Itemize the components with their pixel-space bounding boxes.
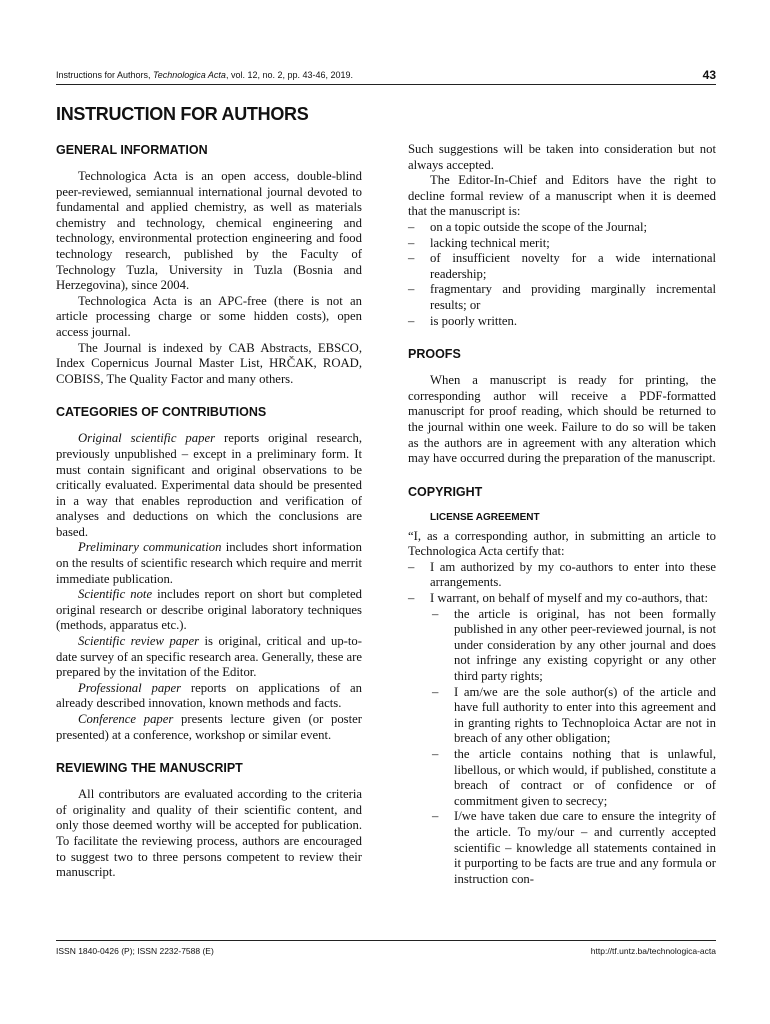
reviewing-continued: Such suggestions will be taken into consideration but not always accepted. [408,142,716,172]
footer-url[interactable]: http://tf.untz.ba/technologica-acta [590,946,716,956]
proofs-p1: When a manuscript is ready for printing, the corresponding author will receive a PDF-formatted manuscript for proof reading, which should be returned to the journal within one week. Failure to do so will be taken as the authors are in agreement with any alteration which may have occurred during the preparation of the manuscript. [408,373,716,466]
page-number: 43 [702,68,716,82]
reviewing-p1: All contributors are evaluated according to the criteria of originality and quality of their scientific content, and only those deemed worthy will be accepted for publication. To facilitate the reviewing process, authors are encouraged to suggest two to three persons competent to review their manuscript. [56,787,362,880]
general-p3: The Journal is indexed by CAB Abstracts, EBSCO, Index Copernicus Journal Master List, HRČAK, ROAD, COBISS, The Quality Factor and many others. [56,340,362,386]
general-p1: Technologica Acta is an open access, double-blind peer-reviewed, semiannual international journal devoted to fundamental and applied chemistry, as well as materials chemistry and technology, chemical engineering and technology, environmental protection engineering and food technology research, published by the Faculty of Technology Tuzla, University in Tuzla (Bosnia and Herzegovina), since 2004. [56,169,362,293]
header-journal: Technologica Acta [153,70,226,80]
copyright-list [408,560,716,607]
list-item: – I warrant, on behalf of myself and my co-authors, that: [408,591,716,607]
page-title: INSTRUCTION FOR AUTHORS [56,104,309,124]
header-prefix: Instructions for Authors, [56,70,154,80]
category-item: Preliminary communication includes short information on the results of scientific research which require and merrit immediate publication. [56,540,362,586]
proofs-heading: PROOFS [408,347,461,362]
footer-issn: ISSN 1840-0426 (P); ISSN 2232-7588 (E) [56,946,214,956]
copyright-intro: “I, as a corresponding author, in submitting an article to Technologica Acta certify that: [408,528,716,559]
list-item: – of insufficient novelty for a wide international readership; [408,251,716,282]
list-item: – I am authorized by my co-authors to enter into these arrangements. [408,560,716,591]
list-item: – I/we have taken due care to ensure the integrity of the article. To my/our – and currently accepted scientific – knowledge all statements contained in it purporting to be facts are true and any formula or instruction con- [432,809,716,887]
category-item: Conference paper presents lecture given (or poster presented) at a conference, workshop or similar event. [56,712,362,742]
list-item: – is poorly written. [408,314,716,330]
copyright-heading: COPYRIGHT [408,484,483,499]
categories-heading: CATEGORIES OF CONTRIBUTIONS [56,405,267,420]
left-column [56,142,362,881]
category-item: Scientific note includes report on short but completed original research or describe original laboratory techniques (methods, apparatus etc.). [56,587,362,633]
reviewing-heading: REVIEWING THE MANUSCRIPT [56,761,243,776]
list-item: – on a topic outside the scope of the Journal; [408,220,716,236]
list-item: – the article is original, has not been formally published in any other peer-reviewed journal, is not under consideration by any other journal and does not infringe any existing copyright or any other third party rights; [432,607,716,685]
footer [56,946,716,956]
category-item: Professional paper reports on applications of an already described innovation, known methods and facts. [56,680,362,711]
header-suffix: , vol. 12, no. 2, pp. 43-46, 2019. [225,70,354,80]
reviewing-p2: The Editor-In-Chief and Editors have the right to decline formal review of a manuscript when it is deemed that the manuscript is: [408,173,716,219]
running-header [56,70,716,80]
general-heading: GENERAL INFORMATION [56,143,208,157]
general-p2: Technologica Acta is an APC-free (there is not an article processing charge or some hidden costs), open access journal. [56,293,362,339]
list-item: – fragmentary and providing marginally incremental results; or [408,282,716,313]
list-item: – lacking technical merit; [408,236,716,252]
footer-rule [56,940,716,941]
license-subheading: LICENSE AGREEMENT [430,511,540,523]
copyright-sublist [408,607,716,888]
list-item: – I am/we are the sole author(s) of the article and have full authority to enter into this agreement and in granting rights to Technoploica Actar are not in breach of any other obligation; [432,685,716,747]
category-item: Original scientific paper reports original research, previously unpublished – except in a preliminary form. It must contain significant and original observations to be critically evaluated. Experimental data should be presented in a way that enables reproduction and verification of analyses and deductions on which the conclusions are based. [56,431,362,539]
category-item: Scientific review paper is original, critical and up-to-date survey of an specific research area. Generally, these are prepared by the invitation of the Editor. [56,634,362,680]
list-item: – the article contains nothing that is unlawful, libellous, or which would, if published, constitute a breach of contract or of confidence or of commitment given to secrecy; [432,747,716,809]
decline-list [408,220,716,329]
header-rule [56,84,716,85]
right-column [408,142,716,887]
